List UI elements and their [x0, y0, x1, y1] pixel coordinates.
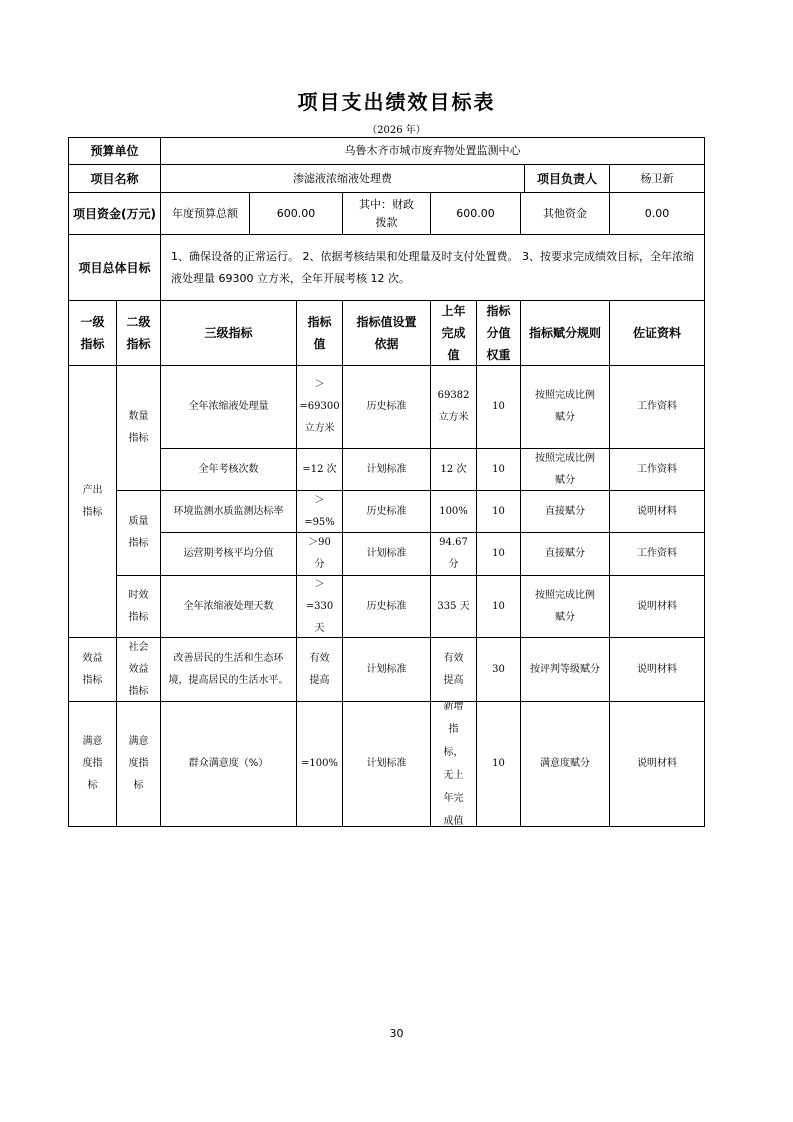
header-evidence: 佐证资料 — [632, 326, 681, 340]
header-level1: 一级指标 — [80, 315, 105, 351]
indicator-name: 全年浓缩液处理天数 — [183, 600, 274, 612]
group-quality: 质量指标 — [128, 516, 149, 549]
indicator-evidence: 工作资料 — [637, 548, 677, 559]
funds-label: 项目资金(万元) — [73, 206, 156, 221]
indicator-last-year: 100% — [439, 505, 468, 517]
header-value: 指标值 — [307, 315, 332, 351]
budget-unit-value: 乌鲁木齐市城市废弃物处置监测中心 — [344, 144, 521, 157]
indicator-value: ＞90 分 — [308, 537, 331, 570]
indicator-last-year: 12 次 — [440, 463, 467, 475]
project-name-label: 项目名称 — [90, 171, 139, 186]
group-satisfaction-2: 满意度指标 — [128, 736, 149, 791]
project-name-value: 渗滤液浓缩液处理费 — [293, 171, 392, 185]
goal-text: 1、确保设备的正常运行。 2、依据考核结果和处理量及时支付处置费。 3、按要求完成绩效目标，全年浓缩液处理量 69300 立方米，全年开展考核 12 次。 — [171, 249, 694, 285]
indicator-last-year: 94.67 分 — [439, 537, 468, 570]
indicator-evidence: 说明材料 — [637, 663, 677, 675]
other-funds-value: 0.00 — [644, 206, 670, 220]
indicator-evidence: 工作资料 — [637, 401, 677, 412]
indicator-value: 有效提高 — [309, 652, 330, 686]
indicator-name: 运营期考核平均分值 — [183, 548, 274, 559]
indicator-weight: 10 — [492, 600, 505, 612]
indicator-weight: 10 — [492, 758, 505, 769]
indicator-basis: 计划标准 — [366, 463, 407, 475]
indicator-weight: 10 — [492, 401, 505, 412]
project-leader-value: 杨卫新 — [640, 171, 674, 185]
indicator-value: ＞=95% — [304, 494, 335, 528]
group-benefit: 效益指标 — [82, 652, 103, 686]
indicator-weight: 10 — [492, 505, 505, 517]
indicator-basis: 计划标准 — [366, 548, 407, 559]
header-weight: 指标分值权重 — [486, 304, 511, 362]
indicator-name: 全年考核次数 — [198, 463, 259, 475]
indicator-basis: 计划标准 — [366, 758, 407, 769]
indicator-last-year: 69382 立方米 — [437, 390, 470, 423]
indicator-rule: 按照完成比例赋分 — [535, 452, 595, 486]
indicator-name: 全年浓缩液处理量 — [188, 401, 269, 412]
year-label: （2026 年） — [367, 125, 426, 136]
header-level3: 三级指标 — [204, 326, 253, 340]
indicator-evidence: 说明材料 — [637, 758, 677, 769]
indicator-rule: 按评判等级赋分 — [530, 663, 600, 675]
page-title: 项目支出绩效目标表 — [297, 90, 496, 114]
indicator-rule: 满意度赋分 — [540, 758, 590, 769]
indicator-rule: 直接赋分 — [545, 505, 585, 517]
indicator-last-year: 335 天 — [437, 600, 470, 612]
group-timeliness: 时效指标 — [128, 589, 149, 623]
header-basis: 指标值设置依据 — [356, 315, 417, 351]
fiscal-label: 其中：财政拨款 — [359, 197, 414, 229]
indicator-evidence: 说明材料 — [637, 600, 677, 612]
indicator-weight: 30 — [492, 663, 505, 675]
indicator-weight: 10 — [492, 548, 505, 559]
group-social: 社会效益指标 — [128, 641, 149, 697]
fiscal-value: 600.00 — [456, 206, 495, 220]
group-satisfaction: 满意度指标 — [82, 736, 103, 791]
indicator-name: 环境监测水质监测达标率 — [173, 505, 284, 517]
indicator-weight: 10 — [492, 463, 505, 475]
indicator-basis: 历史标准 — [366, 401, 407, 412]
indicator-last-year: 有效提高 — [443, 652, 464, 686]
indicator-basis: 历史标准 — [366, 600, 407, 612]
indicator-value: =100% — [301, 758, 338, 769]
budget-unit-label: 预算单位 — [90, 144, 139, 158]
indicator-last-year: 新增指标，无上年完成值 — [443, 702, 464, 826]
group-quantity: 数量指标 — [128, 411, 149, 444]
indicator-value: =12 次 — [302, 463, 337, 475]
indicator-basis: 计划标准 — [366, 663, 407, 675]
indicator-value: ＞=69300 立方米 — [299, 379, 340, 434]
indicator-value: ＞=330 天 — [305, 578, 334, 634]
page-number: 30 — [389, 1027, 404, 1040]
indicator-name: 群众满意度（%） — [188, 758, 269, 769]
indicator-rule: 按照完成比例赋分 — [535, 589, 595, 623]
project-leader-label: 项目负责人 — [536, 171, 597, 186]
header-level2: 二级指标 — [126, 315, 151, 351]
header-last-year: 上年完成值 — [441, 304, 466, 362]
annual-budget-value: 600.00 — [276, 206, 316, 220]
annual-budget-label: 年度预算总额 — [172, 206, 238, 220]
header-rule: 指标赋分规则 — [528, 326, 601, 340]
group-output: 产出指标 — [82, 484, 103, 518]
indicator-name: 改善居民的生活和生态环境，提高居民的生活水平。 — [168, 652, 289, 686]
goal-label: 项目总体目标 — [78, 260, 151, 275]
indicator-evidence: 说明材料 — [637, 505, 677, 517]
indicator-evidence: 工作资料 — [637, 463, 677, 475]
indicator-rule: 按照完成比例赋分 — [535, 390, 595, 423]
other-funds-label: 其他资金 — [543, 206, 587, 220]
indicator-rule: 直接赋分 — [545, 548, 585, 559]
indicator-basis: 历史标准 — [366, 505, 407, 517]
